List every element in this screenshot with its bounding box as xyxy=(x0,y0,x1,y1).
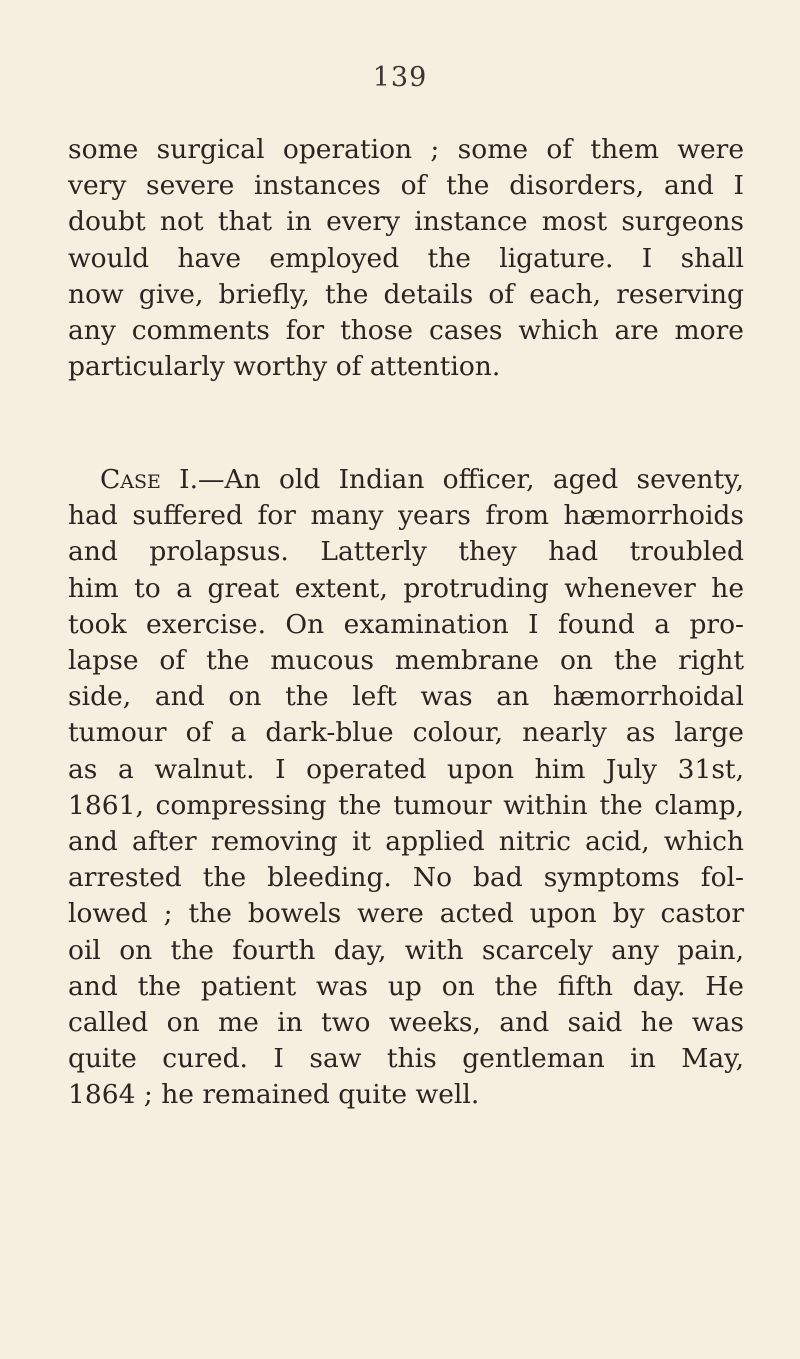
text-line: particularly worthy of attention. xyxy=(68,351,501,383)
text-line: called on me in two weeks, and said he was xyxy=(68,1007,744,1039)
text-line: took exercise. On examination I found a pro- xyxy=(68,608,744,640)
text-line: 1861, compressing the tumour within the clamp, xyxy=(68,789,744,821)
text-line: had suffered for many years from hæmorrhoids xyxy=(68,500,744,532)
text-line-first xyxy=(68,462,744,498)
text-line: side, and on the left was an hæmorrhoidal xyxy=(68,681,744,713)
text-line: lapse of the mucous membrane on the right xyxy=(68,645,744,677)
text-line: now give, briefly, the details of each, reserving xyxy=(68,278,744,310)
text-line: quite cured. I saw this gentleman in May, xyxy=(68,1043,744,1075)
paragraph-2-case-1 xyxy=(68,462,744,1114)
text-line: oil on the fourth day, with scarcely any pain, xyxy=(68,934,744,966)
text-line: any comments for those cases which are more xyxy=(68,315,744,347)
text-line: some surgical operation ; some of them were xyxy=(68,134,744,165)
text-line: and the patient was up on the fifth day. He xyxy=(68,970,744,1002)
text-line: 1864 ; he remained quite well. xyxy=(68,1079,480,1111)
case-heading: Case I. xyxy=(100,464,199,495)
paragraph-1 xyxy=(68,132,744,385)
text-line: very severe instances of the disorders, and I xyxy=(68,170,744,202)
text-line: as a walnut. I operated upon him July 31st, xyxy=(68,753,744,785)
text-line: doubt not that in every instance most surgeons xyxy=(68,206,744,238)
text-line: would have employed the ligature. I shall xyxy=(68,242,744,274)
text-line: and after removing it applied nitric acid, which xyxy=(68,826,744,858)
case-intro-text: —An old Indian officer, aged seventy, xyxy=(198,464,745,495)
text-line: arrested the bleeding. No bad symptoms fol- xyxy=(68,862,744,894)
page-number: 139 xyxy=(372,62,428,93)
text-line: him to a great extent, protruding whenever he xyxy=(68,572,744,604)
text-line: and prolapsus. Latterly they had troubled xyxy=(68,536,744,568)
text-line: lowed ; the bowels were acted upon by castor xyxy=(68,898,744,930)
text-line: tumour of a dark-blue colour, nearly as large xyxy=(68,717,744,749)
